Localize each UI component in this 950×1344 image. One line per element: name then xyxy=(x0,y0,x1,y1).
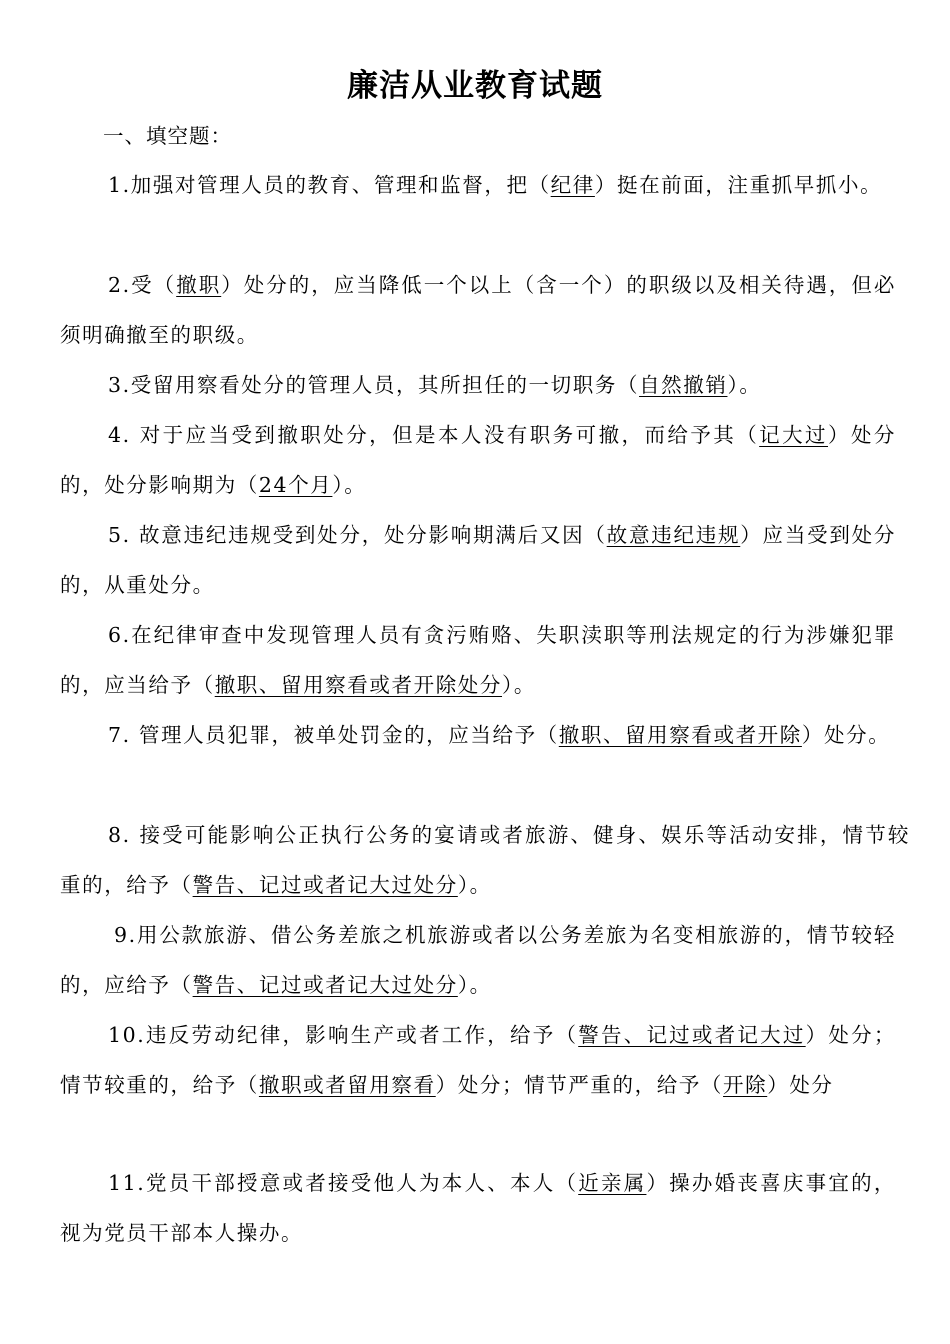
question-1 xyxy=(60,160,896,210)
question-text: 3.受留用察看处分的管理人员，其所担任的一切职务（ xyxy=(108,373,640,397)
question-text: 7. 管理人员犯罪，被单处罚金的，应当给予（ xyxy=(108,723,559,747)
question-6 xyxy=(60,610,896,710)
question-8 xyxy=(60,810,910,910)
question-text: ）处分；情节严重的，给予（ xyxy=(435,1073,724,1097)
answer-text: 警告、记过或者记大过处分 xyxy=(192,973,458,997)
question-text: ）处分的，应当降低一个以上（含一个）的职级以及相关待遇，但必须明确撤至的职级。 xyxy=(60,273,896,347)
document-title: 廉洁从业教育试题 xyxy=(347,68,603,104)
question-text: ）。 xyxy=(727,373,762,397)
question-text: ）处分的，处分影响期为（ xyxy=(60,423,896,497)
question-7 xyxy=(60,710,896,760)
answer-text: 纪律 xyxy=(550,173,595,197)
answer-text: 警告、记过或者记大过 xyxy=(578,1023,806,1047)
answer-text: 24个月 xyxy=(258,473,333,497)
question-text: ）处分。 xyxy=(801,723,891,747)
section-heading: 一、填空题： xyxy=(103,124,232,148)
answer-text: 自然撤销 xyxy=(639,373,728,397)
question-text: ）。 xyxy=(502,673,536,697)
answer-text: 撤职、留用察看或者开除 xyxy=(558,723,802,747)
answer-text: 撤职或者留用察看 xyxy=(258,1073,436,1097)
question-4 xyxy=(60,410,896,510)
question-text: ）处分；情节较重的，给予（ xyxy=(60,1023,896,1097)
answer-text: 警告、记过或者记大过处分 xyxy=(192,873,458,897)
question-text: ）挺在前面，注重抓早抓小。 xyxy=(594,173,883,197)
question-text: 8. 接受可能影响公正执行公务的宴请或者旅游、健身、娱乐等活动安排，情节较重的，给予（ xyxy=(60,823,910,897)
question-text: 9.用公款旅游、借公务差旅之机旅游或者以公务差旅为名变相旅游的，情节较轻的，应给予（ xyxy=(60,923,896,997)
question-text: 10.违反劳动纪律，影响生产或者工作，给予（ xyxy=(108,1023,579,1047)
question-text: 1.加强对管理人员的教育、管理和监督，把（ xyxy=(108,173,551,197)
answer-text: 撤职 xyxy=(176,273,222,297)
answer-text: 开除 xyxy=(723,1073,768,1097)
question-2 xyxy=(60,260,896,360)
question-5 xyxy=(60,510,896,610)
answer-text: 记大过 xyxy=(759,423,828,447)
question-text: ）应当受到处分的，从重处分。 xyxy=(60,523,896,597)
question-text: ）操办婚丧喜庆事宜的，视为党员干部本人操办。 xyxy=(60,1171,896,1245)
question-11 xyxy=(60,1158,896,1258)
question-text: ）。 xyxy=(332,473,367,497)
question-10 xyxy=(60,1010,896,1110)
question-3 xyxy=(60,360,896,410)
question-text: 6.在纪律审查中发现管理人员有贪污贿赂、失职渎职等刑法规定的行为涉嫌犯罪的，应当给予（ xyxy=(60,623,896,697)
question-text: ）。 xyxy=(457,973,492,997)
answer-text: 近亲属 xyxy=(578,1171,647,1195)
question-text: 5. 故意违纪违规受到处分，处分影响期满后又因（ xyxy=(108,523,607,547)
question-text: 4. 对于应当受到撤职处分，但是本人没有职务可撤，而给予其（ xyxy=(108,423,760,447)
answer-text: 故意违纪违规 xyxy=(606,523,741,547)
answer-text: 撤职、留用察看或者开除处分 xyxy=(214,673,503,697)
question-text: ）。 xyxy=(457,873,492,897)
question-text: ）处分 xyxy=(767,1073,834,1097)
question-9 xyxy=(60,910,896,1010)
question-text: 2.受（ xyxy=(108,273,177,297)
question-text: 11.党员干部授意或者接受他人为本人、本人（ xyxy=(108,1171,579,1195)
